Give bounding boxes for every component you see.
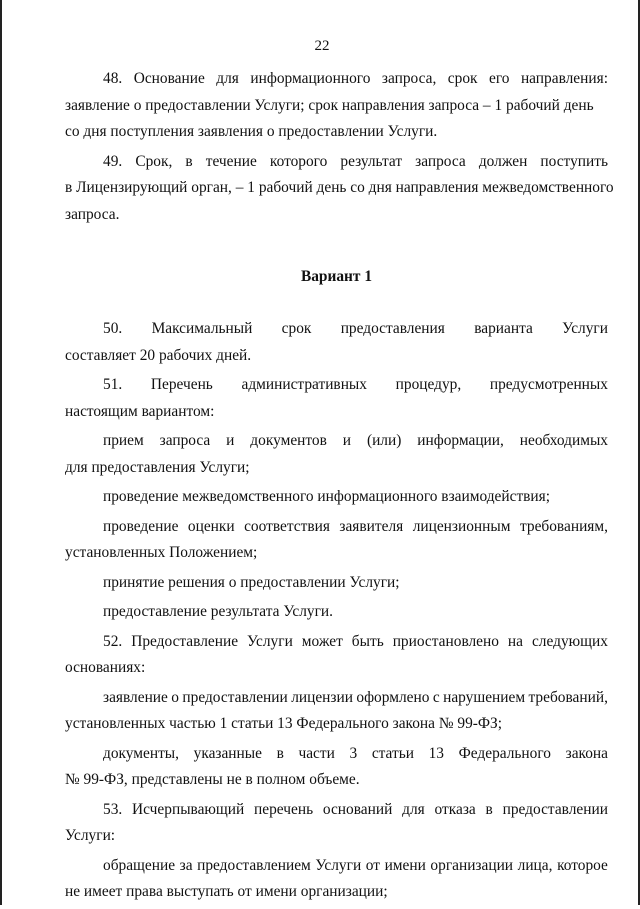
text-line: 50. Максимальный срок предоставления варианта Услуги bbox=[103, 320, 608, 337]
paragraph-p53 bbox=[65, 797, 608, 850]
paragraphs-block-2 bbox=[65, 316, 608, 906]
page-number: 22 bbox=[314, 38, 330, 54]
text-line: проведение оценки соответствия заявителя лицензионным требованиям, bbox=[103, 517, 608, 535]
paragraph-p51a bbox=[65, 428, 608, 481]
text-line: проведение межведомственного информационного взаимодействия; bbox=[103, 488, 551, 505]
paragraph-p51c bbox=[65, 514, 608, 567]
text-line: настоящим вариантом: bbox=[65, 402, 215, 420]
text-line: принятие решения о предоставлении Услуги; bbox=[103, 573, 400, 591]
paragraph-p51e bbox=[65, 599, 608, 626]
text-line: установленных частью 1 статьи 13 Федерального закона № 99-ФЗ; bbox=[65, 715, 503, 732]
text-line: составляет 20 рабочих дней. bbox=[65, 346, 252, 364]
paragraph-p51 bbox=[65, 372, 608, 425]
paragraph-p53a bbox=[65, 853, 608, 906]
text-line: запроса. bbox=[65, 205, 120, 223]
paragraph-p48 bbox=[65, 66, 608, 146]
paragraph-p50 bbox=[65, 316, 608, 369]
text-line: 49. Срок, в течение которого результат запроса должен поступить bbox=[103, 152, 608, 170]
text-line: в Лицензирующий орган, – 1 рабочий день со дня направления межведомственного bbox=[65, 179, 614, 196]
text-line: 53. Исчерпывающий перечень оснований для отказа в предоставлении bbox=[103, 800, 608, 818]
text-line: со дня поступления заявления о предоставлении Услуги. bbox=[65, 123, 438, 140]
paragraph-p49 bbox=[65, 149, 614, 229]
document-body bbox=[65, 66, 614, 909]
text-line: обращение за предоставлением Услуги от имени организации лица, которое bbox=[103, 856, 608, 874]
text-line: для предоставления Услуги; bbox=[65, 458, 250, 476]
section-heading: Вариант 1 bbox=[300, 268, 373, 285]
text-line: 51. Перечень административных процедур, предусмотренных bbox=[103, 376, 608, 393]
text-line: 48. Основание для информационного запроса, срок его направления: bbox=[103, 70, 608, 87]
paragraphs-block-1 bbox=[65, 66, 614, 228]
text-line: прием запроса и документов и (или) информации, необходимых bbox=[103, 432, 608, 449]
text-line: предоставление результата Услуги. bbox=[103, 603, 333, 620]
text-line: Услуги: bbox=[65, 827, 116, 844]
text-line: заявление о предоставлении лицензии оформлено с нарушением требований, bbox=[103, 688, 608, 706]
paragraph-p52a bbox=[65, 685, 608, 738]
paragraph-p51b bbox=[65, 484, 608, 511]
text-line: документы, указанные в части 3 статьи 13 Федерального закона bbox=[103, 744, 608, 762]
text-line: не имеет права выступать от имени организации; bbox=[65, 883, 388, 900]
text-line: № 99-ФЗ, представлены не в полном объеме. bbox=[65, 771, 360, 788]
paragraph-p52 bbox=[65, 629, 608, 682]
text-line: заявление о предоставлении Услуги; срок направления запроса – 1 рабочий день bbox=[65, 96, 594, 114]
paragraph-p51d bbox=[65, 570, 608, 597]
text-line: основаниях: bbox=[65, 659, 146, 676]
paragraph-p52b bbox=[65, 741, 608, 794]
text-line: 52. Предоставление Услуги может быть приостановлено на следующих bbox=[103, 632, 608, 650]
text-line: установленных Положением; bbox=[65, 544, 258, 561]
